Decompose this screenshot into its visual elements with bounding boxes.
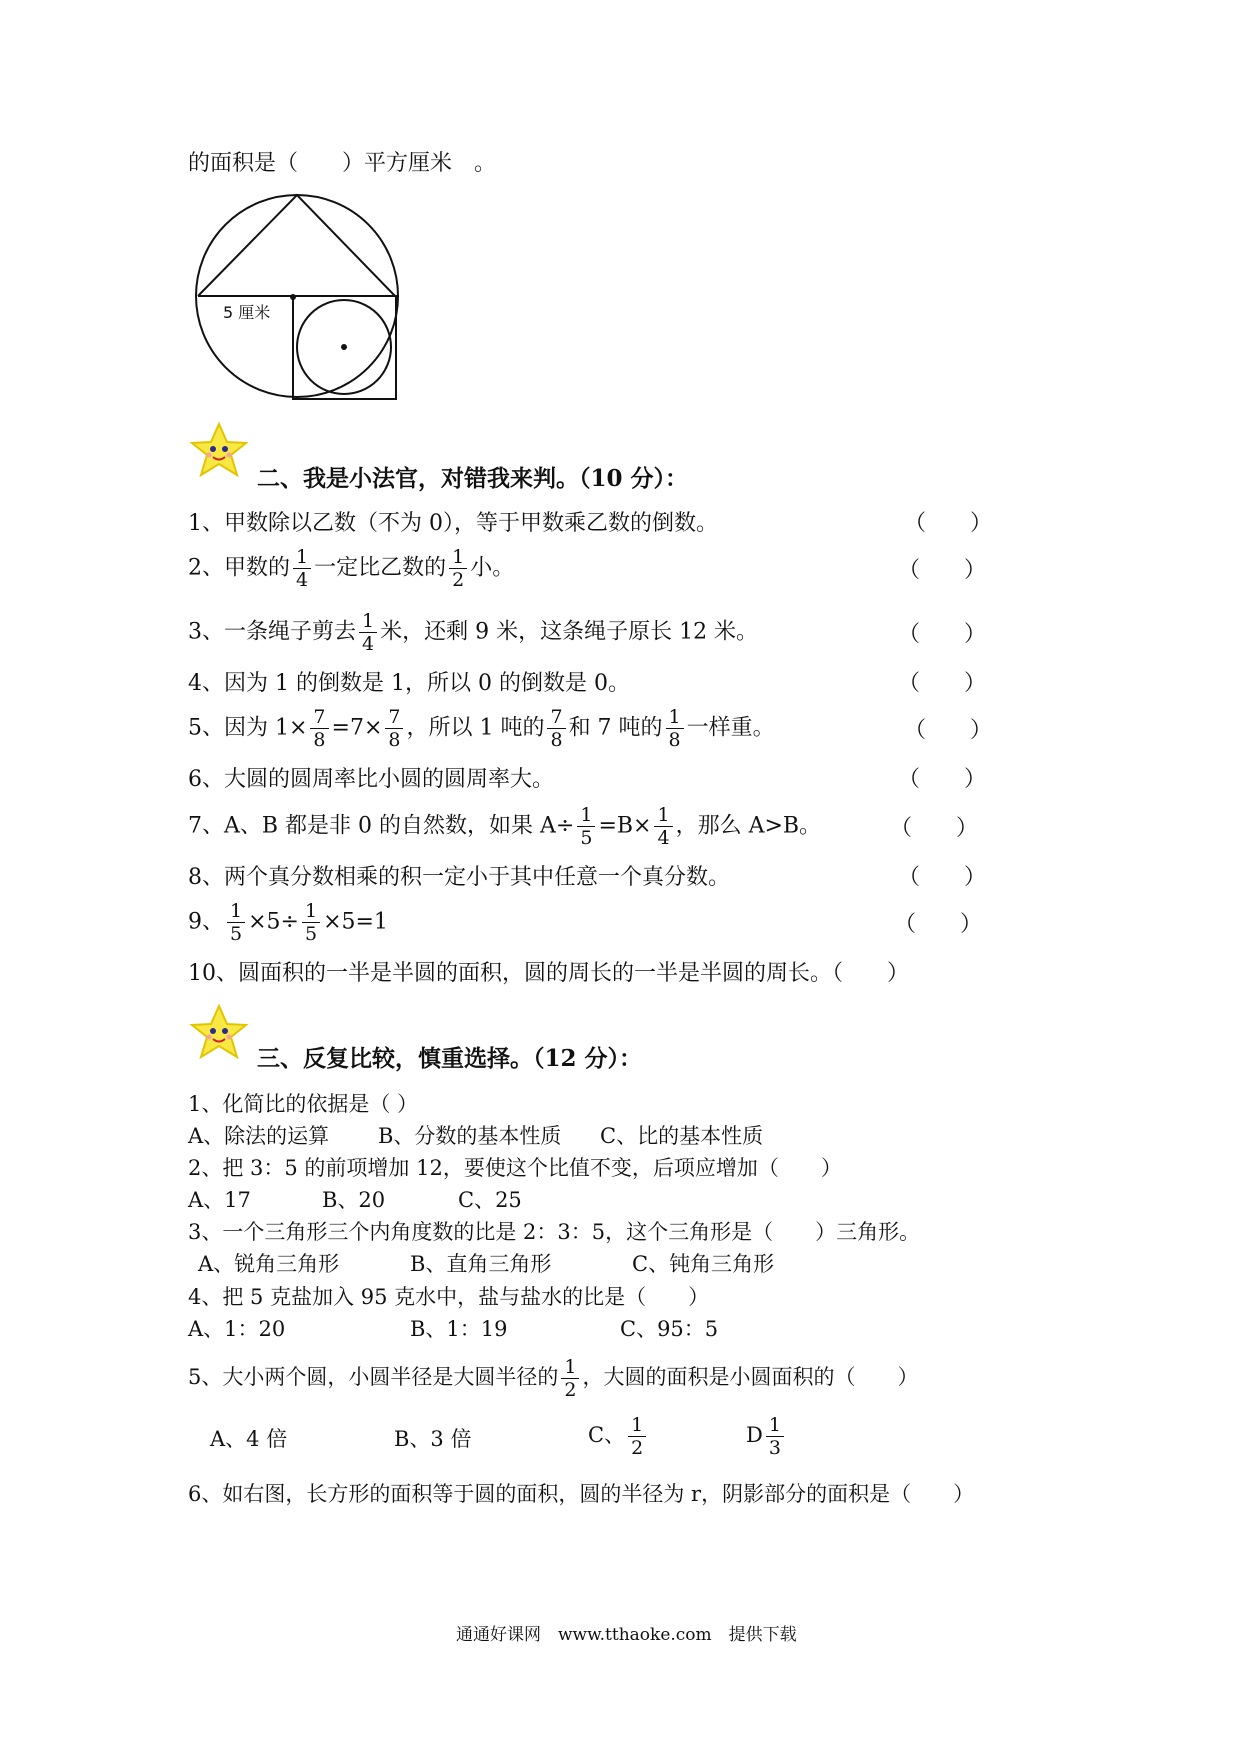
judge-item-1: 1、甲数除以乙数（不为 0），等于甲数乘乙数的倒数。 (188, 511, 718, 536)
radius-label: 5 厘米 (223, 303, 271, 322)
judge-item-6: 6、大圆的圆周率比小圆的圆周率大。 (188, 767, 554, 792)
fraction: $\frac{1}{8}$ (666, 706, 684, 751)
q4-option-b[interactable]: B、1：19 (410, 1317, 508, 1341)
q3-option-c[interactable]: C、钝角三角形 (632, 1252, 775, 1276)
answer-paren-4[interactable]: （ ） (898, 671, 987, 696)
star-icon (188, 420, 250, 482)
q1-option-a[interactable]: A、除法的运算 (188, 1124, 330, 1148)
star-icon (188, 1002, 250, 1064)
judge-item-10: 10、圆面积的一半是半圆的面积，圆的周长的一半是半圆的周长。（ ） (188, 961, 909, 986)
triangle (198, 195, 395, 296)
answer-paren-2[interactable]: （ ） (898, 558, 987, 583)
fraction: $\frac{1}{5}$ (302, 900, 320, 945)
small-center-point (341, 344, 347, 350)
answer-paren-6[interactable]: （ ） (898, 767, 987, 792)
fraction: $\frac{1}{4}$ (654, 804, 672, 849)
q2-option-c[interactable]: C、25 (458, 1188, 522, 1212)
q5-option-b[interactable]: B、3 倍 (394, 1427, 472, 1451)
fraction: $\frac{1}{4}$ (359, 610, 377, 655)
q2-option-b[interactable]: B、20 (322, 1188, 386, 1212)
section2-heading: 二、我是小法官，对错我来判。（10 分）： (257, 465, 689, 492)
answer-paren-5[interactable]: （ ） (904, 718, 993, 743)
judge-item-2: 2、甲数的 $\frac{1}{4}$ 一定比乙数的 $\frac{1}{2}$ 小。 (188, 546, 515, 591)
fraction: $\frac{7}{8}$ (547, 706, 565, 751)
q1-option-c[interactable]: C、比的基本性质 (600, 1124, 764, 1148)
choice-q5: 5、大小两个圆，小圆半径是大圆半径的 $\frac{1}{2}$ ，大圆的面积是小圆面积的（ ） (188, 1356, 919, 1401)
q1-option-b[interactable]: B、分数的基本性质 (378, 1124, 562, 1148)
answer-paren-9[interactable]: （ ） (894, 912, 983, 937)
answer-paren-8[interactable]: （ ） (898, 865, 987, 890)
choice-q1: 1、化简比的依据是（ ） (188, 1092, 419, 1116)
q3-option-a[interactable]: A、锐角三角形 (198, 1252, 340, 1276)
q2-option-a[interactable]: A、17 (188, 1188, 251, 1212)
answer-paren-3[interactable]: （ ） (898, 622, 987, 647)
center-point (290, 294, 296, 300)
choice-q6: 6、如右图，长方形的面积等于圆的面积，圆的半径为 r，阴影部分的面积是（ ） (188, 1482, 975, 1506)
top-line: 的面积是（ ）平方厘米 。 (188, 151, 497, 176)
section3-heading: 三、反复比较，慎重选择。（12 分）： (257, 1045, 643, 1072)
judge-item-7: 7、A、B 都是非 0 的自然数，如果 A÷ $\frac{1}{5}$ =B× $\frac{1}{4}$ ，那么 A>B。 (188, 804, 822, 849)
q4-option-c[interactable]: C、95：5 (620, 1317, 719, 1341)
choice-q2: 2、把 3：5 的前项增加 12，要使这个比值不变，后项应增加（ ） (188, 1156, 842, 1180)
fraction: $\frac{1}{2}$ (628, 1414, 646, 1459)
choice-q4: 4、把 5 克盐加入 95 克水中，盐与盐水的比是（ ） (188, 1285, 710, 1309)
fraction: $\frac{1}{5}$ (227, 900, 245, 945)
q4-option-a[interactable]: A、1：20 (188, 1317, 286, 1341)
judge-item-5: 5、因为 1× $\frac{7}{8}$ =7× $\frac{7}{8}$ ，所以 1 吨的 $\frac{7}{8}$ 和 7 吨的 $\frac{1}{8}$ 一样重。 (188, 706, 775, 751)
choice-q3: 3、一个三角形三个内角度数的比是 2：3：5，这个三角形是（ ）三角形。 (188, 1220, 921, 1244)
answer-paren-7[interactable]: （ ） (890, 816, 979, 841)
q5-option-a[interactable]: A、4 倍 (210, 1427, 288, 1451)
q5-option-c[interactable]: C、 $\frac{1}{2}$ (588, 1414, 649, 1459)
answer-paren-1[interactable]: （ ） (904, 511, 993, 536)
fraction: $\frac{1}{2}$ (561, 1356, 579, 1401)
judge-item-9: 9、 $\frac{1}{5}$ ×5÷ $\frac{1}{5}$ ×5=1 (188, 900, 388, 945)
fraction: $\frac{1}{2}$ (449, 546, 467, 591)
judge-item-8: 8、两个真分数相乘的积一定小于其中任意一个真分数。 (188, 865, 730, 890)
judge-item-3: 3、一条绳子剪去 $\frac{1}{4}$ 米，还剩 9 米，这条绳子原长 12 米。 (188, 610, 759, 655)
q3-option-b[interactable]: B、直角三角形 (410, 1252, 552, 1276)
q5-option-d[interactable]: D $\frac{1}{3}$ (746, 1414, 787, 1459)
fraction: $\frac{1}{5}$ (577, 804, 595, 849)
circle-figure (190, 188, 410, 408)
fraction: $\frac{7}{8}$ (385, 706, 403, 751)
fraction: $\frac{1}{3}$ (766, 1414, 784, 1459)
fraction: $\frac{7}{8}$ (310, 706, 328, 751)
judge-item-4: 4、因为 1 的倒数是 1，所以 0 的倒数是 0。 (188, 671, 630, 696)
fraction: $\frac{1}{4}$ (293, 546, 311, 591)
footer-text: 通通好课网 www.tthaoke.com 提供下载 (456, 1625, 797, 1645)
